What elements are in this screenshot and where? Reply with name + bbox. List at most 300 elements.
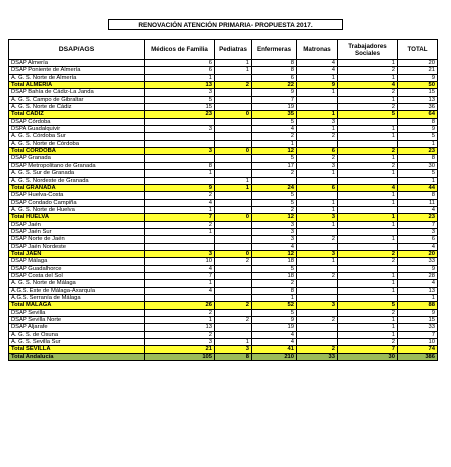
value-cell: 2 xyxy=(338,339,398,346)
table-row xyxy=(9,309,438,316)
value-cell xyxy=(297,287,338,294)
value-cell: 44 xyxy=(398,184,438,191)
value-cell: 4 xyxy=(145,287,215,294)
value-cell: 6 xyxy=(145,67,215,74)
value-cell: 9 xyxy=(252,89,297,96)
table-row xyxy=(9,295,438,302)
value-cell xyxy=(338,206,398,213)
value-cell: 2 xyxy=(252,280,297,287)
value-cell: 30 xyxy=(338,353,398,360)
value-cell: 2 xyxy=(338,148,398,155)
table-row xyxy=(9,339,438,346)
value-cell: 2 xyxy=(215,82,252,89)
row-label-cell: DSAP Huelva-Costa xyxy=(9,192,145,199)
value-cell xyxy=(297,243,338,250)
value-cell: 3 xyxy=(398,228,438,235)
value-cell: 9 xyxy=(297,82,338,89)
value-cell: 5 xyxy=(338,302,398,309)
value-cell: 1 xyxy=(145,74,215,81)
row-label-cell: DSPA Guadalquivir xyxy=(9,126,145,133)
value-cell: 2 xyxy=(297,317,338,324)
value-cell xyxy=(215,265,252,272)
table-row xyxy=(9,96,438,103)
value-cell xyxy=(215,140,252,147)
value-cell: 36 xyxy=(398,104,438,111)
value-cell xyxy=(145,236,215,243)
value-cell xyxy=(215,228,252,235)
value-cell: 19 xyxy=(252,104,297,111)
value-cell xyxy=(215,221,252,228)
value-cell: 17 xyxy=(252,162,297,169)
value-cell xyxy=(338,295,398,302)
value-cell: 4 xyxy=(145,265,215,272)
value-cell xyxy=(297,228,338,235)
value-cell: 0 xyxy=(215,111,252,118)
value-cell xyxy=(145,243,215,250)
value-cell xyxy=(215,280,252,287)
value-cell: 0 xyxy=(215,214,252,221)
value-cell: 2 xyxy=(338,309,398,316)
value-cell xyxy=(215,96,252,103)
row-label-cell: DSAP Granada xyxy=(9,155,145,162)
value-cell: 2 xyxy=(338,250,398,257)
row-label-cell: A. G. S. Norte de Cádiz xyxy=(9,104,145,111)
value-cell: 1 xyxy=(215,60,252,67)
value-cell: 1 xyxy=(297,221,338,228)
value-cell: 1 xyxy=(338,60,398,67)
row-label-cell: DSAP Almería xyxy=(9,60,145,67)
value-cell xyxy=(215,324,252,331)
row-label-cell: DSAP Sevilla Norte xyxy=(9,317,145,324)
value-cell: 4 xyxy=(297,67,338,74)
value-cell: 1 xyxy=(338,272,398,279)
value-cell: 386 xyxy=(398,353,438,360)
value-cell: 5 xyxy=(338,111,398,118)
value-cell: 3 xyxy=(145,339,215,346)
value-cell: 20 xyxy=(398,60,438,67)
province-total-row xyxy=(9,214,438,221)
value-cell: 1 xyxy=(145,228,215,235)
table-row xyxy=(9,272,438,279)
value-cell: 4 xyxy=(398,280,438,287)
value-cell: 5 xyxy=(252,265,297,272)
table-row xyxy=(9,155,438,162)
row-label-cell: DSAP Poniente de Almería xyxy=(9,67,145,74)
value-cell: 12 xyxy=(252,148,297,155)
value-cell: 2 xyxy=(297,272,338,279)
value-cell: 2 xyxy=(297,133,338,140)
value-cell: 6 xyxy=(252,74,297,81)
table-row xyxy=(9,287,438,294)
table-row xyxy=(9,331,438,338)
value-cell: 15 xyxy=(398,89,438,96)
value-cell: 1 xyxy=(297,74,338,81)
value-cell: 1 xyxy=(338,331,398,338)
value-cell: 22 xyxy=(252,82,297,89)
value-cell: 3 xyxy=(297,214,338,221)
row-label-cell: A. G. S. Nordeste de Granada xyxy=(9,177,145,184)
value-cell xyxy=(215,126,252,133)
table-row xyxy=(9,89,438,96)
column-header-pediatras: Pediatras xyxy=(215,40,252,60)
column-header-matronas: Matronas xyxy=(297,40,338,60)
value-cell: 10 xyxy=(145,258,215,265)
value-cell: 210 xyxy=(252,353,297,360)
value-cell: 1 xyxy=(297,199,338,206)
value-cell: 7 xyxy=(252,96,297,103)
value-cell: 13 xyxy=(398,96,438,103)
column-header-trabajadores: Trabajadores Sociales xyxy=(338,40,398,60)
value-cell: 3 xyxy=(297,162,338,169)
value-cell xyxy=(338,243,398,250)
table-row xyxy=(9,118,438,125)
row-label-cell: DSAP Jaén Nordeste xyxy=(9,243,145,250)
value-cell: 33 xyxy=(398,324,438,331)
value-cell xyxy=(297,177,338,184)
value-cell: 1 xyxy=(252,140,297,147)
value-cell: 1 xyxy=(252,295,297,302)
row-label-cell: Total MÁLAGA xyxy=(9,302,145,309)
value-cell: 5 xyxy=(252,309,297,316)
value-cell: 8 xyxy=(252,287,297,294)
row-label-cell: Total JAÉN xyxy=(9,250,145,257)
value-cell: 7 xyxy=(398,221,438,228)
province-total-row xyxy=(9,148,438,155)
table-row xyxy=(9,265,438,272)
row-label-cell: A. G. S. Norte de Córdoba xyxy=(9,140,145,147)
value-cell: 2 xyxy=(338,162,398,169)
value-cell: 3 xyxy=(145,148,215,155)
table-row xyxy=(9,192,438,199)
row-label-cell: DSAP Jaén xyxy=(9,221,145,228)
value-cell xyxy=(215,287,252,294)
province-total-row xyxy=(9,346,438,353)
value-cell: 1 xyxy=(338,199,398,206)
value-cell: 1 xyxy=(398,295,438,302)
value-cell: 1 xyxy=(215,67,252,74)
value-cell xyxy=(215,295,252,302)
value-cell: 2 xyxy=(338,258,398,265)
table-row xyxy=(9,126,438,133)
row-label-cell: Total SEVILLA xyxy=(9,346,145,353)
value-cell: 1 xyxy=(297,170,338,177)
value-cell: 1 xyxy=(338,96,398,103)
value-cell: 1 xyxy=(338,192,398,199)
value-cell xyxy=(297,280,338,287)
value-cell: 4 xyxy=(252,243,297,250)
row-label-cell: Total ALMERÍA xyxy=(9,82,145,89)
value-cell: 35 xyxy=(252,111,297,118)
value-cell: 8 xyxy=(215,353,252,360)
table-row xyxy=(9,133,438,140)
staff-table xyxy=(8,39,438,361)
value-cell xyxy=(145,140,215,147)
table-row xyxy=(9,317,438,324)
value-cell: 2 xyxy=(145,331,215,338)
row-label-cell: A. G. S. Norte de Almería xyxy=(9,74,145,81)
value-cell: 1 xyxy=(338,287,398,294)
value-cell xyxy=(252,177,297,184)
province-total-row xyxy=(9,82,438,89)
table-row xyxy=(9,324,438,331)
value-cell xyxy=(297,295,338,302)
value-cell: 4 xyxy=(252,331,297,338)
value-cell: 23 xyxy=(398,214,438,221)
value-cell: 1 xyxy=(338,221,398,228)
value-cell xyxy=(215,162,252,169)
value-cell xyxy=(215,74,252,81)
value-cell: 8 xyxy=(398,155,438,162)
value-cell xyxy=(215,236,252,243)
value-cell: 3 xyxy=(252,236,297,243)
row-label-cell: A. G. S. Norte de Málaga xyxy=(9,280,145,287)
value-cell: 7 xyxy=(145,214,215,221)
column-header-medicos: Médicos de Familia xyxy=(145,40,215,60)
value-cell: 88 xyxy=(398,302,438,309)
value-cell: 7 xyxy=(145,272,215,279)
value-cell: 1 xyxy=(398,140,438,147)
value-cell: 7 xyxy=(338,346,398,353)
value-cell: 20 xyxy=(398,250,438,257)
value-cell: 6 xyxy=(145,60,215,67)
row-label-cell: DSAP Málaga xyxy=(9,258,145,265)
value-cell: 2 xyxy=(338,89,398,96)
value-cell xyxy=(215,199,252,206)
value-cell: 1 xyxy=(338,280,398,287)
value-cell: 74 xyxy=(398,346,438,353)
value-cell: 4 xyxy=(338,82,398,89)
value-cell: 2 xyxy=(145,221,215,228)
value-cell: 13 xyxy=(145,82,215,89)
value-cell xyxy=(297,265,338,272)
value-cell xyxy=(297,309,338,316)
value-cell: 6 xyxy=(398,236,438,243)
value-cell xyxy=(145,295,215,302)
value-cell: 18 xyxy=(252,258,297,265)
table-row xyxy=(9,74,438,81)
value-cell: 3 xyxy=(145,89,215,96)
column-header-dsap-ags: DSAP/AGS xyxy=(9,40,145,60)
value-cell: 1 xyxy=(297,206,338,213)
value-cell: 5 xyxy=(252,118,297,125)
value-cell: 2 xyxy=(215,302,252,309)
row-label-cell: Total Andalucía xyxy=(9,353,145,360)
value-cell: 1 xyxy=(215,184,252,191)
value-cell: 50 xyxy=(398,82,438,89)
value-cell: 1 xyxy=(338,133,398,140)
province-total-row xyxy=(9,184,438,191)
value-cell: 2 xyxy=(297,155,338,162)
value-cell: 6 xyxy=(297,148,338,155)
value-cell: 12 xyxy=(252,214,297,221)
value-cell xyxy=(297,324,338,331)
table-row xyxy=(9,199,438,206)
row-label-cell: DSAP Condado Campiña xyxy=(9,199,145,206)
value-cell xyxy=(297,192,338,199)
value-cell: 4 xyxy=(145,199,215,206)
table-body xyxy=(9,60,438,361)
value-cell: 1 xyxy=(338,74,398,81)
value-cell: 28 xyxy=(398,272,438,279)
table-row xyxy=(9,170,438,177)
value-cell: 52 xyxy=(252,302,297,309)
value-cell: 12 xyxy=(252,250,297,257)
row-label-cell: DSAP Sevilla xyxy=(9,309,145,316)
grand-total-row xyxy=(9,353,438,360)
value-cell: 33 xyxy=(297,353,338,360)
value-cell: 1 xyxy=(338,214,398,221)
value-cell: 0 xyxy=(215,148,252,155)
value-cell: 19 xyxy=(252,324,297,331)
value-cell xyxy=(145,177,215,184)
value-cell: 1 xyxy=(215,177,252,184)
value-cell: 5 xyxy=(252,199,297,206)
value-cell: 1 xyxy=(398,177,438,184)
value-cell: 10 xyxy=(398,339,438,346)
value-cell: 21 xyxy=(398,67,438,74)
value-cell: 3 xyxy=(252,228,297,235)
value-cell: 8 xyxy=(145,162,215,169)
value-cell: 3 xyxy=(297,302,338,309)
value-cell: 8 xyxy=(398,192,438,199)
value-cell: 1 xyxy=(145,170,215,177)
value-cell: 23 xyxy=(145,111,215,118)
province-total-row xyxy=(9,111,438,118)
row-label-cell: DSAP Costa del Sol xyxy=(9,272,145,279)
value-cell xyxy=(338,140,398,147)
value-cell: 2 xyxy=(215,317,252,324)
row-label-cell: A. G. S. Córdoba Sur xyxy=(9,133,145,140)
value-cell: 24 xyxy=(252,184,297,191)
value-cell xyxy=(215,272,252,279)
value-cell xyxy=(145,155,215,162)
value-cell: 1 xyxy=(338,317,398,324)
value-cell: 1 xyxy=(297,89,338,96)
value-cell: 41 xyxy=(252,346,297,353)
value-cell xyxy=(145,118,215,125)
value-cell: 1 xyxy=(297,258,338,265)
value-cell: 64 xyxy=(398,111,438,118)
table-row xyxy=(9,140,438,147)
row-label-cell: DSAP Bahía de Cádiz-La Janda xyxy=(9,89,145,96)
table-row xyxy=(9,60,438,67)
row-label-cell: DSAP Guadalhorce xyxy=(9,265,145,272)
value-cell: 2 xyxy=(252,206,297,213)
value-cell: 13 xyxy=(145,324,215,331)
value-cell: 8 xyxy=(252,60,297,67)
value-cell: 21 xyxy=(145,346,215,353)
value-cell xyxy=(297,104,338,111)
value-cell: 2 xyxy=(145,192,215,199)
value-cell: 3 xyxy=(145,250,215,257)
value-cell: 33 xyxy=(398,258,438,265)
value-cell: 1 xyxy=(338,126,398,133)
value-cell xyxy=(338,265,398,272)
value-cell: 4 xyxy=(252,339,297,346)
value-cell: 3 xyxy=(215,346,252,353)
value-cell: 0 xyxy=(215,250,252,257)
value-cell: 2 xyxy=(145,309,215,316)
value-cell xyxy=(297,331,338,338)
value-cell xyxy=(215,89,252,96)
value-cell: 105 xyxy=(145,353,215,360)
value-cell: 1 xyxy=(338,324,398,331)
value-cell: 23 xyxy=(398,148,438,155)
row-label-cell: A.G.S. Este de Málaga-Axarquía xyxy=(9,287,145,294)
province-total-row xyxy=(9,250,438,257)
value-cell xyxy=(215,243,252,250)
value-cell: 1 xyxy=(338,170,398,177)
value-cell: 9 xyxy=(252,317,297,324)
table-row xyxy=(9,67,438,74)
value-cell: 5 xyxy=(398,170,438,177)
value-cell xyxy=(215,206,252,213)
value-cell xyxy=(338,228,398,235)
value-cell: 2 xyxy=(297,236,338,243)
value-cell xyxy=(215,192,252,199)
table-row xyxy=(9,221,438,228)
value-cell xyxy=(215,104,252,111)
row-label-cell: DSAP Metropolitano de Granada xyxy=(9,162,145,169)
table-header-row xyxy=(9,40,438,60)
value-cell: 3 xyxy=(252,221,297,228)
row-label-cell: DSAP Jaén Sur xyxy=(9,228,145,235)
value-cell: 1 xyxy=(297,111,338,118)
value-cell: 1 xyxy=(145,206,215,213)
value-cell xyxy=(297,339,338,346)
value-cell: 2 xyxy=(252,133,297,140)
row-label-cell: DSAP Córdoba xyxy=(9,118,145,125)
row-label-cell: Total CÓRDOBA xyxy=(9,148,145,155)
row-label-cell: DSAP Aljarafe xyxy=(9,324,145,331)
value-cell xyxy=(215,133,252,140)
value-cell: 1 xyxy=(215,339,252,346)
value-cell: 7 xyxy=(398,331,438,338)
value-cell xyxy=(338,118,398,125)
value-cell: 1 xyxy=(145,317,215,324)
column-header-enfermeras: Enfermeras xyxy=(252,40,297,60)
value-cell: 5 xyxy=(252,155,297,162)
value-cell: 5 xyxy=(145,96,215,103)
row-label-cell: A. G. S. Sevilla Sur xyxy=(9,339,145,346)
value-cell: 3 xyxy=(297,118,338,125)
value-cell: 8 xyxy=(252,67,297,74)
row-label-cell: A.G.S. Serranía de Málaga xyxy=(9,295,145,302)
value-cell: 2 xyxy=(252,170,297,177)
table-row xyxy=(9,258,438,265)
value-cell: 2 xyxy=(215,258,252,265)
value-cell xyxy=(215,309,252,316)
table-row xyxy=(9,162,438,169)
value-cell: 15 xyxy=(145,104,215,111)
value-cell: 9 xyxy=(398,265,438,272)
value-cell xyxy=(215,155,252,162)
row-label-cell: Total HUELVA xyxy=(9,214,145,221)
value-cell: 4 xyxy=(252,126,297,133)
value-cell xyxy=(215,118,252,125)
value-cell: 3 xyxy=(297,250,338,257)
table-row xyxy=(9,280,438,287)
value-cell: 15 xyxy=(398,317,438,324)
value-cell: 9 xyxy=(145,184,215,191)
value-cell xyxy=(297,96,338,103)
table-row xyxy=(9,236,438,243)
value-cell: 4 xyxy=(297,60,338,67)
row-label-cell: A. G. S. Norte de Huelva xyxy=(9,206,145,213)
value-cell: 2 xyxy=(338,104,398,111)
table-row xyxy=(9,177,438,184)
value-cell: 9 xyxy=(398,309,438,316)
